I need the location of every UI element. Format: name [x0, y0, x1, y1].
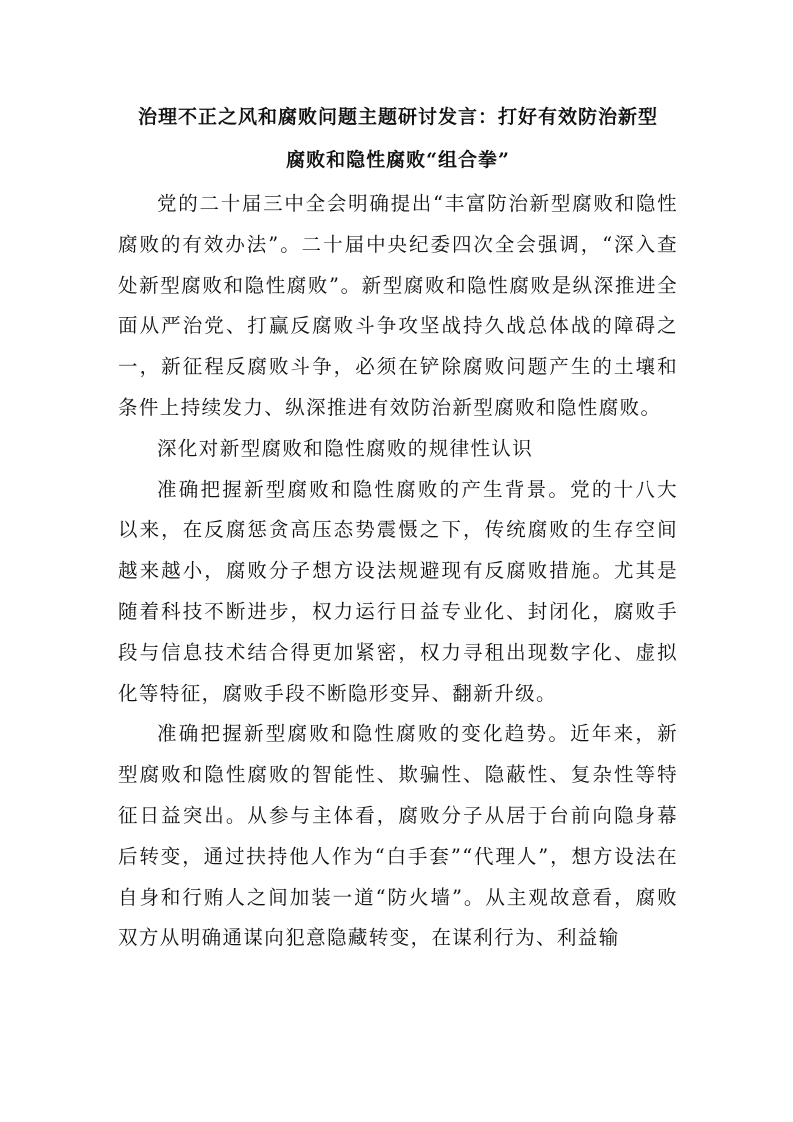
paragraph-intro: 党的二十届三中全会明确提出“丰富防治新型腐败和隐性腐败的有效办法”。二十届中央纪委四次全会强调，“深入查处新型腐败和隐性腐败”。新型腐败和隐性腐败是纵深推进全面从严治党、打赢反腐败斗争攻坚战持久战总体战的障碍之一，新征程反腐败斗争，必须在铲除腐败问题产生的土壤和条件上持续发力、纵深推进有效防治新型腐败和隐性腐败。 [118, 192, 678, 419]
paragraph-trend: 准确把握新型腐败和隐性腐败的变化趋势。近年来，新型腐败和隐性腐败的智能性、欺骗性、隐蔽性、复杂性等特征日益突出。从参与主体看，腐败分子从居于台前向隐身幕后转变，通过扶持他人作为“白手套”“代理人”，想方设法在自身和行贿人之间加装一道“防火墙”。从主观故意看，腐败双方从明确通谋向犯意隐藏转变，在谋利行为、利益输 [118, 722, 678, 950]
document-body [118, 184, 678, 959]
paragraph-background: 准确把握新型腐败和隐性腐败的产生背景。党的十八大以来，在反腐惩贪高压态势震慑之下，传统腐败的生存空间越来越小，腐败分子想方设法规避现有反腐败措施。尤其是随着科技不断进步，权力运行日益专业化、封闭化，腐败手段与信息技术结合得更加紧密，权力寻租出现数字化、虚拟化等特征，腐败手段不断隐形变异、翻新升级。 [118, 477, 678, 705]
document-title-line-1: 治理不正之风和腐败问题主题研讨发言：打好有效防治新型 [137, 106, 658, 128]
document-title-line-2: 腐败和隐性腐败“组合拳” [286, 149, 510, 171]
section-heading: 深化对新型腐败和隐性腐败的规律性认识 [157, 436, 534, 460]
